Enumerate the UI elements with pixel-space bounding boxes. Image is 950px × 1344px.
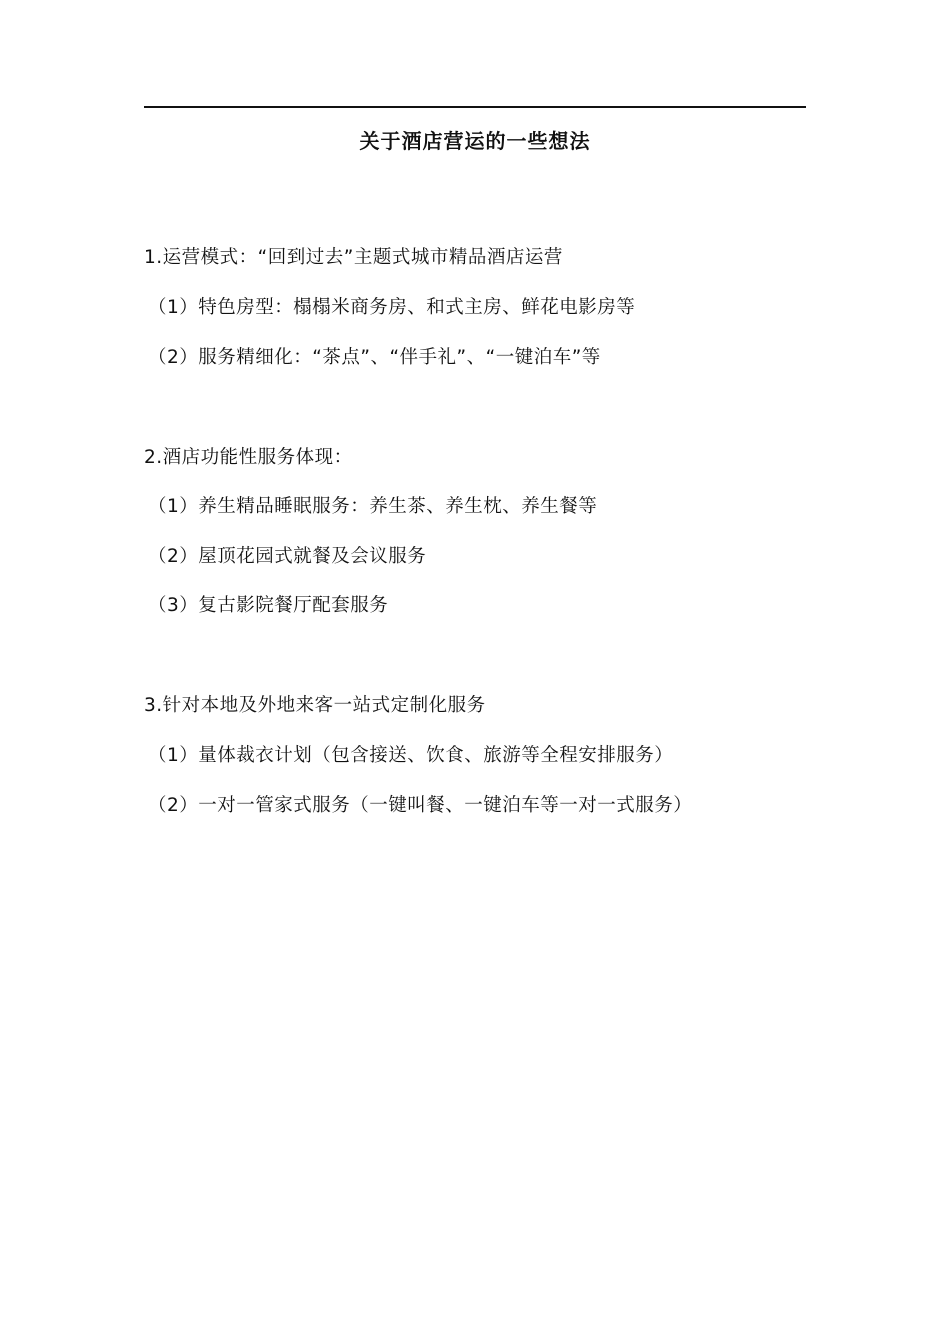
section-1-item-2: （2）服务精细化：“茶点”、“伴手礼”、“一键泊车”等 <box>148 347 601 368</box>
section-1-item-1: （1）特色房型：榻榻米商务房、和式主房、鲜花电影房等 <box>148 297 636 318</box>
section-3-item-1: （1）量体裁衣计划（包含接送、饮食、旅游等全程安排服务） <box>148 745 674 766</box>
section-2-item-3: （3）复古影院餐厅配套服务 <box>148 595 389 616</box>
section-2-item-2: （2）屋顶花园式就餐及会议服务 <box>148 546 427 567</box>
section-heading-2: 2.酒店功能性服务体现： <box>144 447 353 468</box>
header-rule <box>144 106 806 108</box>
section-heading-1: 1.运营模式：“回到过去”主题式城市精品酒店运营 <box>144 247 563 268</box>
section-2-item-1: （1）养生精品睡眠服务：养生茶、养生枕、养生餐等 <box>148 496 598 517</box>
section-heading-3: 3.针对本地及外地来客一站式定制化服务 <box>144 695 486 716</box>
page-title: 关于酒店营运的一些想法 <box>359 129 591 153</box>
section-3-item-2: （2）一对一管家式服务（一键叫餐、一键泊车等一对一式服务） <box>148 795 693 816</box>
